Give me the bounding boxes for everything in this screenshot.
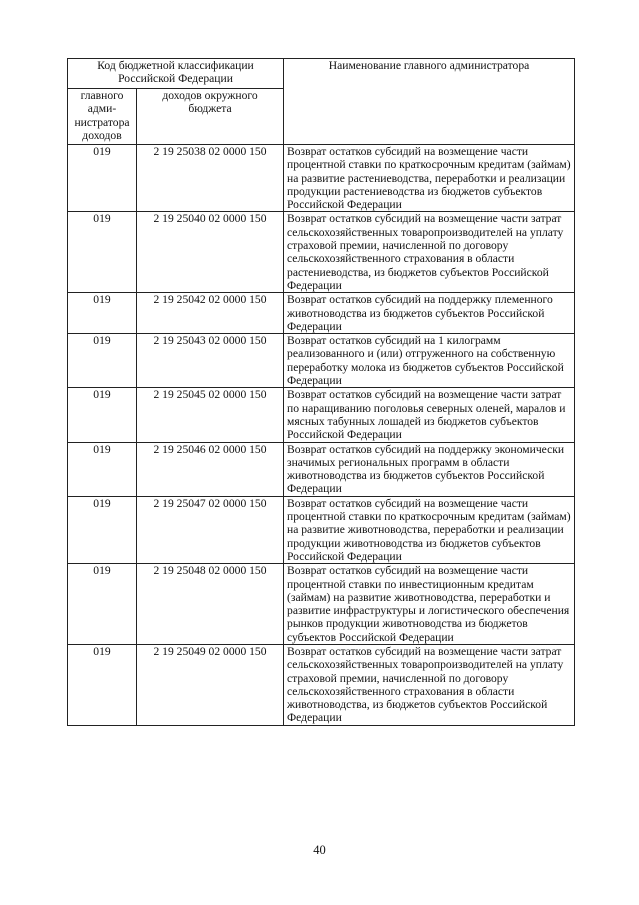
page-number: 40	[313, 843, 326, 857]
admin-code-cell: 019	[68, 442, 137, 496]
table-row	[68, 644, 575, 725]
table-header-row	[68, 59, 575, 89]
income-code-cell: 2 19 25040 02 0000 150	[137, 212, 284, 293]
administrator-name-cell: Возврат остатков субсидий на возмещение части процентной ставки по инвестиционным кредитам (займам) на развитие животноводства, переработки и развитие инфраструктуры и логистического обеспечения рынков продукции животноводства из бюджетов субъектов Российской Федерации	[284, 564, 575, 645]
table-row	[68, 293, 575, 334]
income-code-cell: 2 19 25046 02 0000 150	[137, 442, 284, 496]
income-code-cell: 2 19 25045 02 0000 150	[137, 388, 284, 442]
admin-code-cell: 019	[68, 334, 137, 388]
administrator-name-cell: Возврат остатков субсидий на поддержку племенного животноводства из бюджетов субъектов Российской Федерации	[284, 293, 575, 334]
administrator-name-cell: Возврат остатков субсидий на 1 килограмм реализованного и (или) отгруженного на собственную переработку молока из бюджетов субъектов Российской Федерации	[284, 334, 575, 388]
income-code-header: доходов окружного бюджета	[137, 89, 284, 145]
table-row	[68, 388, 575, 442]
table-row	[68, 564, 575, 645]
table-row	[68, 496, 575, 563]
admin-code-cell: 019	[68, 388, 137, 442]
classification-code-header: Код бюджетной классификации Российской Федерации	[68, 59, 284, 89]
income-code-cell: 2 19 25047 02 0000 150	[137, 496, 284, 563]
budget-classification-table	[67, 58, 575, 726]
income-code-cell: 2 19 25038 02 0000 150	[137, 145, 284, 212]
admin-code-cell: 019	[68, 212, 137, 293]
admin-code-cell: 019	[68, 496, 137, 563]
administrator-name-cell: Возврат остатков субсидий на возмещение части процентной ставки по краткосрочным кредитам (займам) на развитие животноводства, переработки и реализации продукции животноводства из бюджетов субъектов Российской Федерации	[284, 496, 575, 563]
admin-code-cell: 019	[68, 293, 137, 334]
administrator-name-cell: Возврат остатков субсидий на возмещение части затрат сельскохозяйственных товаропроизводителей на уплату страховой премии, начисленной по договору сельскохозяйственного страхования в области растениеводства, из бюджетов субъектов Российской Федерации	[284, 212, 575, 293]
administrator-name-cell: Возврат остатков субсидий на возмещение части затрат по наращиванию поголовья северных оленей, маралов и мясных табунных лошадей из бюджетов субъектов Российской Федерации	[284, 388, 575, 442]
admin-code-cell: 019	[68, 145, 137, 212]
administrator-name-cell: Возврат остатков субсидий на возмещение части процентной ставки по краткосрочным кредитам (займам) на развитие растениеводства, переработки и реализации продукции растениеводства из бюджетов субъектов Российской Федерации	[284, 145, 575, 212]
administrator-name-cell: Возврат остатков субсидий на поддержку экономически значимых региональных программ в области животноводства из бюджетов субъектов Российской Федерации	[284, 442, 575, 496]
table-row	[68, 212, 575, 293]
table-row	[68, 145, 575, 212]
table-row	[68, 334, 575, 388]
administrator-name-header: Наименование главного администратора	[284, 59, 575, 145]
table-row	[68, 442, 575, 496]
income-code-cell: 2 19 25048 02 0000 150	[137, 564, 284, 645]
admin-code-header: главного адми- нистратора доходов	[68, 89, 137, 145]
admin-code-cell: 019	[68, 564, 137, 645]
income-code-cell: 2 19 25043 02 0000 150	[137, 334, 284, 388]
administrator-name-cell: Возврат остатков субсидий на возмещение части затрат сельскохозяйственных товаропроизводителей на уплату страховой премии, начисленной по договору сельскохозяйственного страхования в области животноводства, из бюджетов субъектов Российской Федерации	[284, 644, 575, 725]
admin-code-cell: 019	[68, 644, 137, 725]
income-code-cell: 2 19 25049 02 0000 150	[137, 644, 284, 725]
income-code-cell: 2 19 25042 02 0000 150	[137, 293, 284, 334]
